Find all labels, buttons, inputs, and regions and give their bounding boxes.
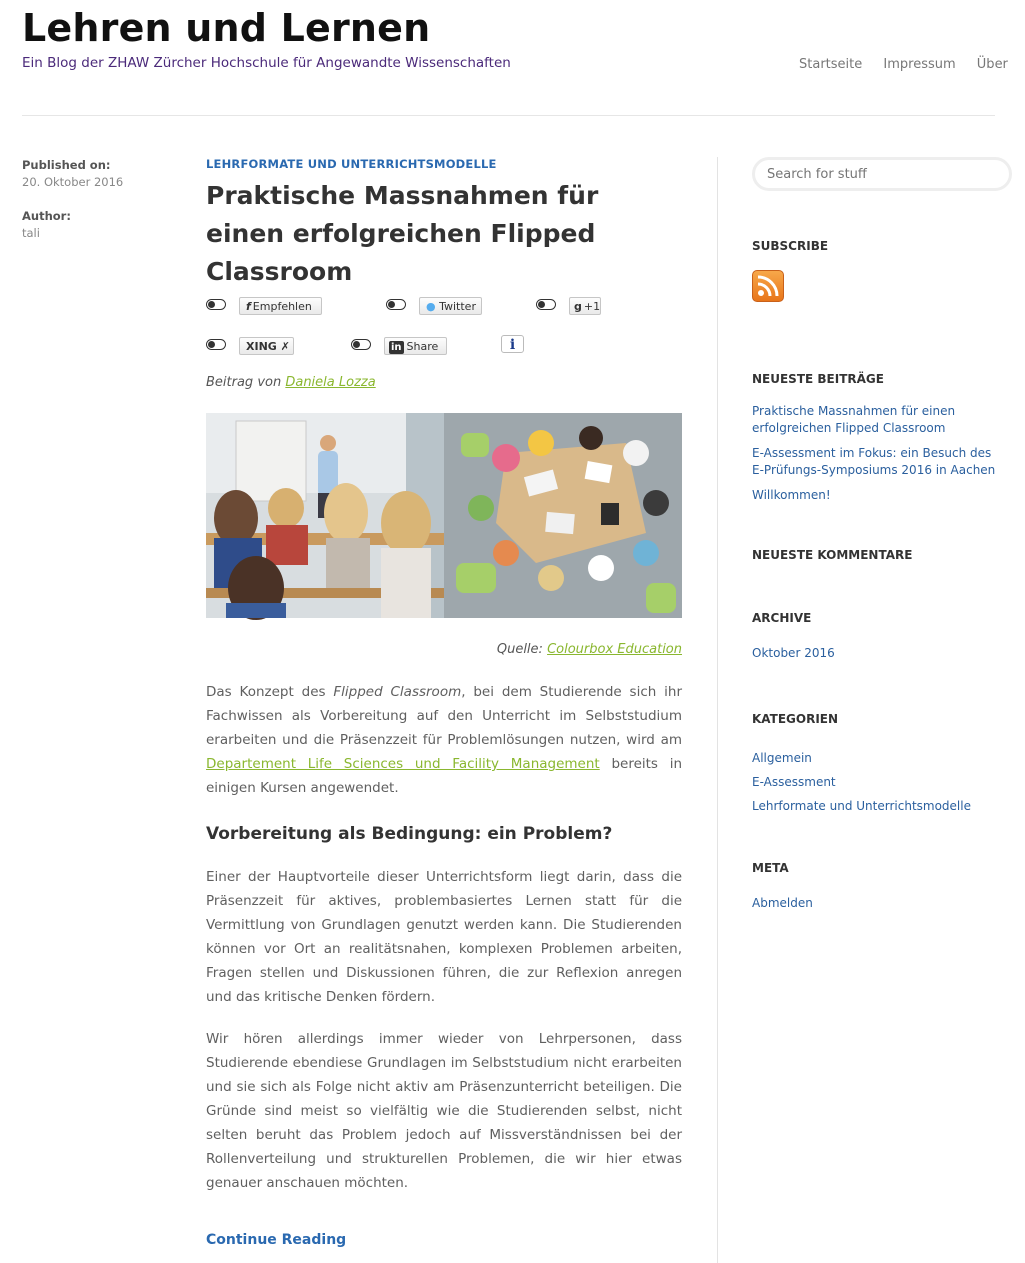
facebook-button-label: Empfehlen — [252, 300, 312, 313]
caption-source-link[interactable]: Colourbox Education — [547, 642, 682, 657]
byline-author-link[interactable]: Daniela Lozza — [285, 375, 376, 390]
category-lehrformate[interactable]: Lehrformate und Unterrichtsmodelle — [752, 799, 971, 813]
archive-title: ARCHIVE — [752, 611, 812, 625]
published-label: Published on: — [22, 158, 111, 172]
archive-list — [752, 645, 997, 662]
site-title[interactable]: Lehren und Lernen — [22, 6, 431, 50]
linkedin-button-label: Share — [406, 340, 439, 353]
paragraph-intro-text-a: Das Konzept des — [206, 684, 334, 700]
twitter-bird-icon: ● — [426, 300, 436, 313]
paragraph-intro-emphasis: Flipped Classroom — [333, 684, 462, 700]
image-caption — [206, 642, 682, 657]
caption-prefix: Quelle: — [496, 642, 548, 657]
linkedin-toggle[interactable] — [351, 339, 371, 350]
post-category[interactable]: LEHRFORMATE UND UNTERRICHTSMODELLE — [206, 157, 497, 171]
google-toggle[interactable] — [536, 299, 556, 310]
header-divider — [22, 115, 995, 116]
post-byline — [206, 375, 376, 390]
nav-item-impressum[interactable]: Impressum — [883, 57, 956, 72]
author-label: Author: — [22, 209, 71, 223]
classroom-photo — [206, 413, 682, 618]
top-navigation — [799, 57, 1025, 72]
search-input[interactable] — [752, 157, 1012, 191]
facebook-icon: f — [246, 300, 251, 313]
meta-abmelden-link[interactable]: Abmelden — [752, 896, 813, 910]
twitter-button[interactable] — [419, 297, 482, 315]
recent-comments-title: NEUESTE KOMMENTARE — [752, 548, 913, 562]
twitter-toggle[interactable] — [386, 299, 406, 310]
share-row-2 — [206, 337, 536, 357]
meta-list — [752, 895, 997, 912]
author-name[interactable]: tali — [22, 226, 40, 240]
archive-item-oktober-2016[interactable]: Oktober 2016 — [752, 646, 835, 660]
category-e-assessment[interactable]: E-Assessment — [752, 775, 836, 789]
xing-icon: ✗ — [280, 340, 290, 353]
recent-post-1[interactable] — [752, 403, 997, 437]
paragraph-intro — [206, 680, 682, 800]
sidebar-divider — [717, 157, 718, 1263]
recent-posts-title: NEUESTE BEITRÄGE — [752, 372, 884, 386]
recent-post-2[interactable]: E-Assessment im Fokus: ein Besuch des E-Prüfungs-Symposiums 2016 in Aachen — [752, 446, 996, 477]
twitter-button-label: Twitter — [439, 300, 476, 313]
xing-button-label: XING — [246, 340, 277, 353]
linkedin-icon: in — [391, 342, 402, 353]
xing-toggle[interactable] — [206, 339, 226, 350]
recent-post-1-label: Praktische Massnahmen für einen erfolgreichen Flipped Classroom — [752, 404, 956, 435]
google-button-label: +1 — [583, 300, 601, 313]
recent-posts-list — [752, 403, 997, 504]
featured-image — [206, 413, 682, 618]
rss-glyph-icon — [753, 271, 783, 301]
paragraph-advantages: Einer der Hauptvorteile dieser Unterrichtsform liegt darin, dass die Präsenzzeit für aktives, problembasiertes Lernen statt für die Vermittlung von Grundlagen genutzt werden kann. Die Studierenden können vor Ort an realitätsnahen, komplexen Problemen arbeiten, Fragen stellen und Diskussionen führen, die zur Reflexion anregen und das kritische Denken fördern. — [206, 869, 682, 1005]
xing-button[interactable] — [239, 337, 294, 355]
category-allgemein[interactable]: Allgemein — [752, 751, 812, 765]
recent-post-3[interactable]: Willkommen! — [752, 488, 831, 502]
categories-list — [752, 746, 997, 818]
subscribe-title: SUBSCRIBE — [752, 239, 829, 253]
linkedin-share-button[interactable] — [384, 337, 447, 355]
post-title[interactable]: Praktische Massnahmen für einen erfolgreichen Flipped Classroom — [206, 181, 599, 286]
nav-item-startseite[interactable]: Startseite — [799, 57, 863, 72]
facebook-toggle[interactable] — [206, 299, 226, 310]
published-date: 20. Oktober 2016 — [22, 175, 124, 189]
paragraph-intro-text-c: bereits in einigen Kursen angewendet. — [206, 756, 682, 796]
google-plus-one-button[interactable] — [569, 297, 601, 315]
nav-item-ueber[interactable]: Über — [976, 57, 1008, 72]
continue-reading-link[interactable]: Continue Reading — [206, 1232, 347, 1248]
site-description: Ein Blog der ZHAW Zürcher Hochschule für Angewandte Wissenschaften — [22, 55, 511, 71]
published-meta — [22, 158, 123, 189]
section-heading: Vorbereitung als Bedingung: ein Problem? — [206, 824, 613, 844]
facebook-recommend-button[interactable] — [239, 297, 322, 315]
departement-link[interactable]: Departement Life Sciences und Facility Management — [206, 756, 600, 772]
paragraph-problems: Wir hören allerdings immer wieder von Lehrpersonen, dass Studierende ebendiese Grundlagen im Selbststudium nicht erarbeiten und sie sich als Folge nicht aktiv am Präsenzunterricht beteiligen. Die Gründe sind meist so vielfältig wie die Studierenden selbst, nicht selten beruht das Problem jedoch auf Missverständnissen bei der Rollenverteilung und strukturellen Problemen, die wir hier etwas genauer anschauen möchten. — [206, 1031, 682, 1191]
categories-title: KATEGORIEN — [752, 712, 839, 726]
meta-title: META — [752, 861, 789, 875]
author-meta — [22, 209, 71, 240]
paragraph-intro-text-b: , bei dem Studierende sich ihr Fachwissen als Vorbereitung auf den Unterricht im Selbststudium erarbeiten und die Präsenzzeit für Problemlösungen nutzen, wird am — [206, 684, 683, 748]
byline-prefix: Beitrag von — [206, 375, 286, 390]
google-icon: g — [574, 300, 582, 313]
share-row-1 — [206, 297, 601, 317]
article-header — [206, 157, 682, 291]
share-info-icon[interactable]: i — [501, 335, 524, 353]
rss-feed-icon[interactable] — [752, 270, 784, 302]
